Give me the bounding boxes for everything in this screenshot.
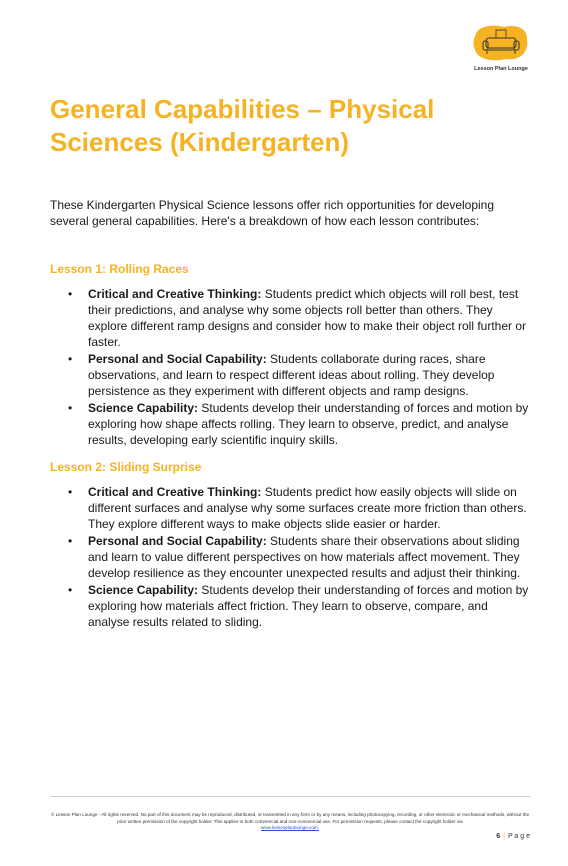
bullet-icon: • bbox=[68, 352, 73, 366]
capability-text: Students develop their understanding of forces and motion by exploring how shape affects rolling. They learn to observe, predict, and analyse results, developing early scientific inquiry skills. bbox=[88, 401, 529, 447]
list-item bbox=[50, 286, 530, 350]
bullet-icon: • bbox=[68, 401, 73, 415]
intro-paragraph: These Kindergarten Physical Science lessons offer rich opportunities for developing several general capabilities. Here's a breakdown of how each lesson contributes: bbox=[50, 198, 495, 228]
bullet-icon: • bbox=[68, 534, 73, 548]
page-title: General Capabilities – Physical Sciences (Kindergarten) bbox=[50, 94, 435, 157]
page-number bbox=[496, 833, 530, 840]
lesson-1-list bbox=[50, 286, 530, 449]
lesson-2-heading: Lesson 2: Sliding Surprise bbox=[50, 460, 202, 474]
capability-text: Students develop their understanding of forces and motion by exploring how materials affect friction. They learn to observe, compare, and analyse results related to sliding. bbox=[88, 583, 529, 629]
capability-label: Personal and Social Capability: bbox=[88, 352, 267, 366]
capability-text: Students collaborate during races, share observations, and learn to respect different ideas about rolling. They develop persistence as they experiment with different objects and ramp designs. bbox=[88, 352, 495, 398]
capability-text: Students share their observations about sliding and learn to value different perspectives on how materials affect movement. They develop resilience as they encounter unexpected results and adjust their thinking. bbox=[88, 534, 521, 580]
page-separator: | bbox=[503, 833, 505, 840]
list-item bbox=[50, 582, 530, 630]
capability-label: Science Capability: bbox=[88, 401, 199, 415]
page-label: P a g e bbox=[507, 833, 530, 840]
capability-label: Science Capability: bbox=[88, 583, 199, 597]
lounge-sofa-icon bbox=[472, 24, 530, 62]
list-item bbox=[50, 533, 530, 581]
brand-name: Lesson Plan Lounge bbox=[474, 66, 528, 72]
bullet-icon: • bbox=[68, 583, 73, 597]
website-link[interactable]: www.lessonplanlounge.com. bbox=[261, 825, 319, 830]
list-item bbox=[50, 484, 530, 532]
copyright-notice: © Lesson Plan Lounge - All rights reserved. No part of this document may be reproduced, distributed, or transmitted in any form or by any means, including photocopying, recording, or other electronic or mechanical methods, without the prior written permission of the copyright holder. This applies to both commercial and non-commercial use. For permission requests, please contact the copyright holder via bbox=[50, 812, 530, 824]
brand-logo bbox=[466, 24, 536, 80]
bullet-icon: • bbox=[68, 485, 73, 499]
capability-label: Critical and Creative Thinking: bbox=[88, 287, 262, 301]
list-item bbox=[50, 351, 530, 399]
list-item bbox=[50, 400, 530, 448]
lesson-1-heading: Lesson 1: Rolling Races bbox=[50, 262, 189, 276]
capability-text: Students predict which objects will roll best, test their predictions, and analyse why some objects roll better than others. They explore different ramp designs and consider how to make their object roll further or faster. bbox=[88, 287, 527, 349]
capability-label: Personal and Social Capability: bbox=[88, 534, 267, 548]
copyright-footer bbox=[50, 812, 530, 832]
footer-divider bbox=[50, 796, 530, 797]
lesson-2-list bbox=[50, 484, 530, 631]
capability-label: Critical and Creative Thinking: bbox=[88, 485, 262, 499]
capability-text: Students predict how easily objects will slide on different surfaces and analyse why some surfaces create more friction than others. They explore different ways to make objects slide easier or harder. bbox=[88, 485, 527, 531]
page-number-value: 6 bbox=[496, 833, 501, 840]
bullet-icon: • bbox=[68, 287, 73, 301]
